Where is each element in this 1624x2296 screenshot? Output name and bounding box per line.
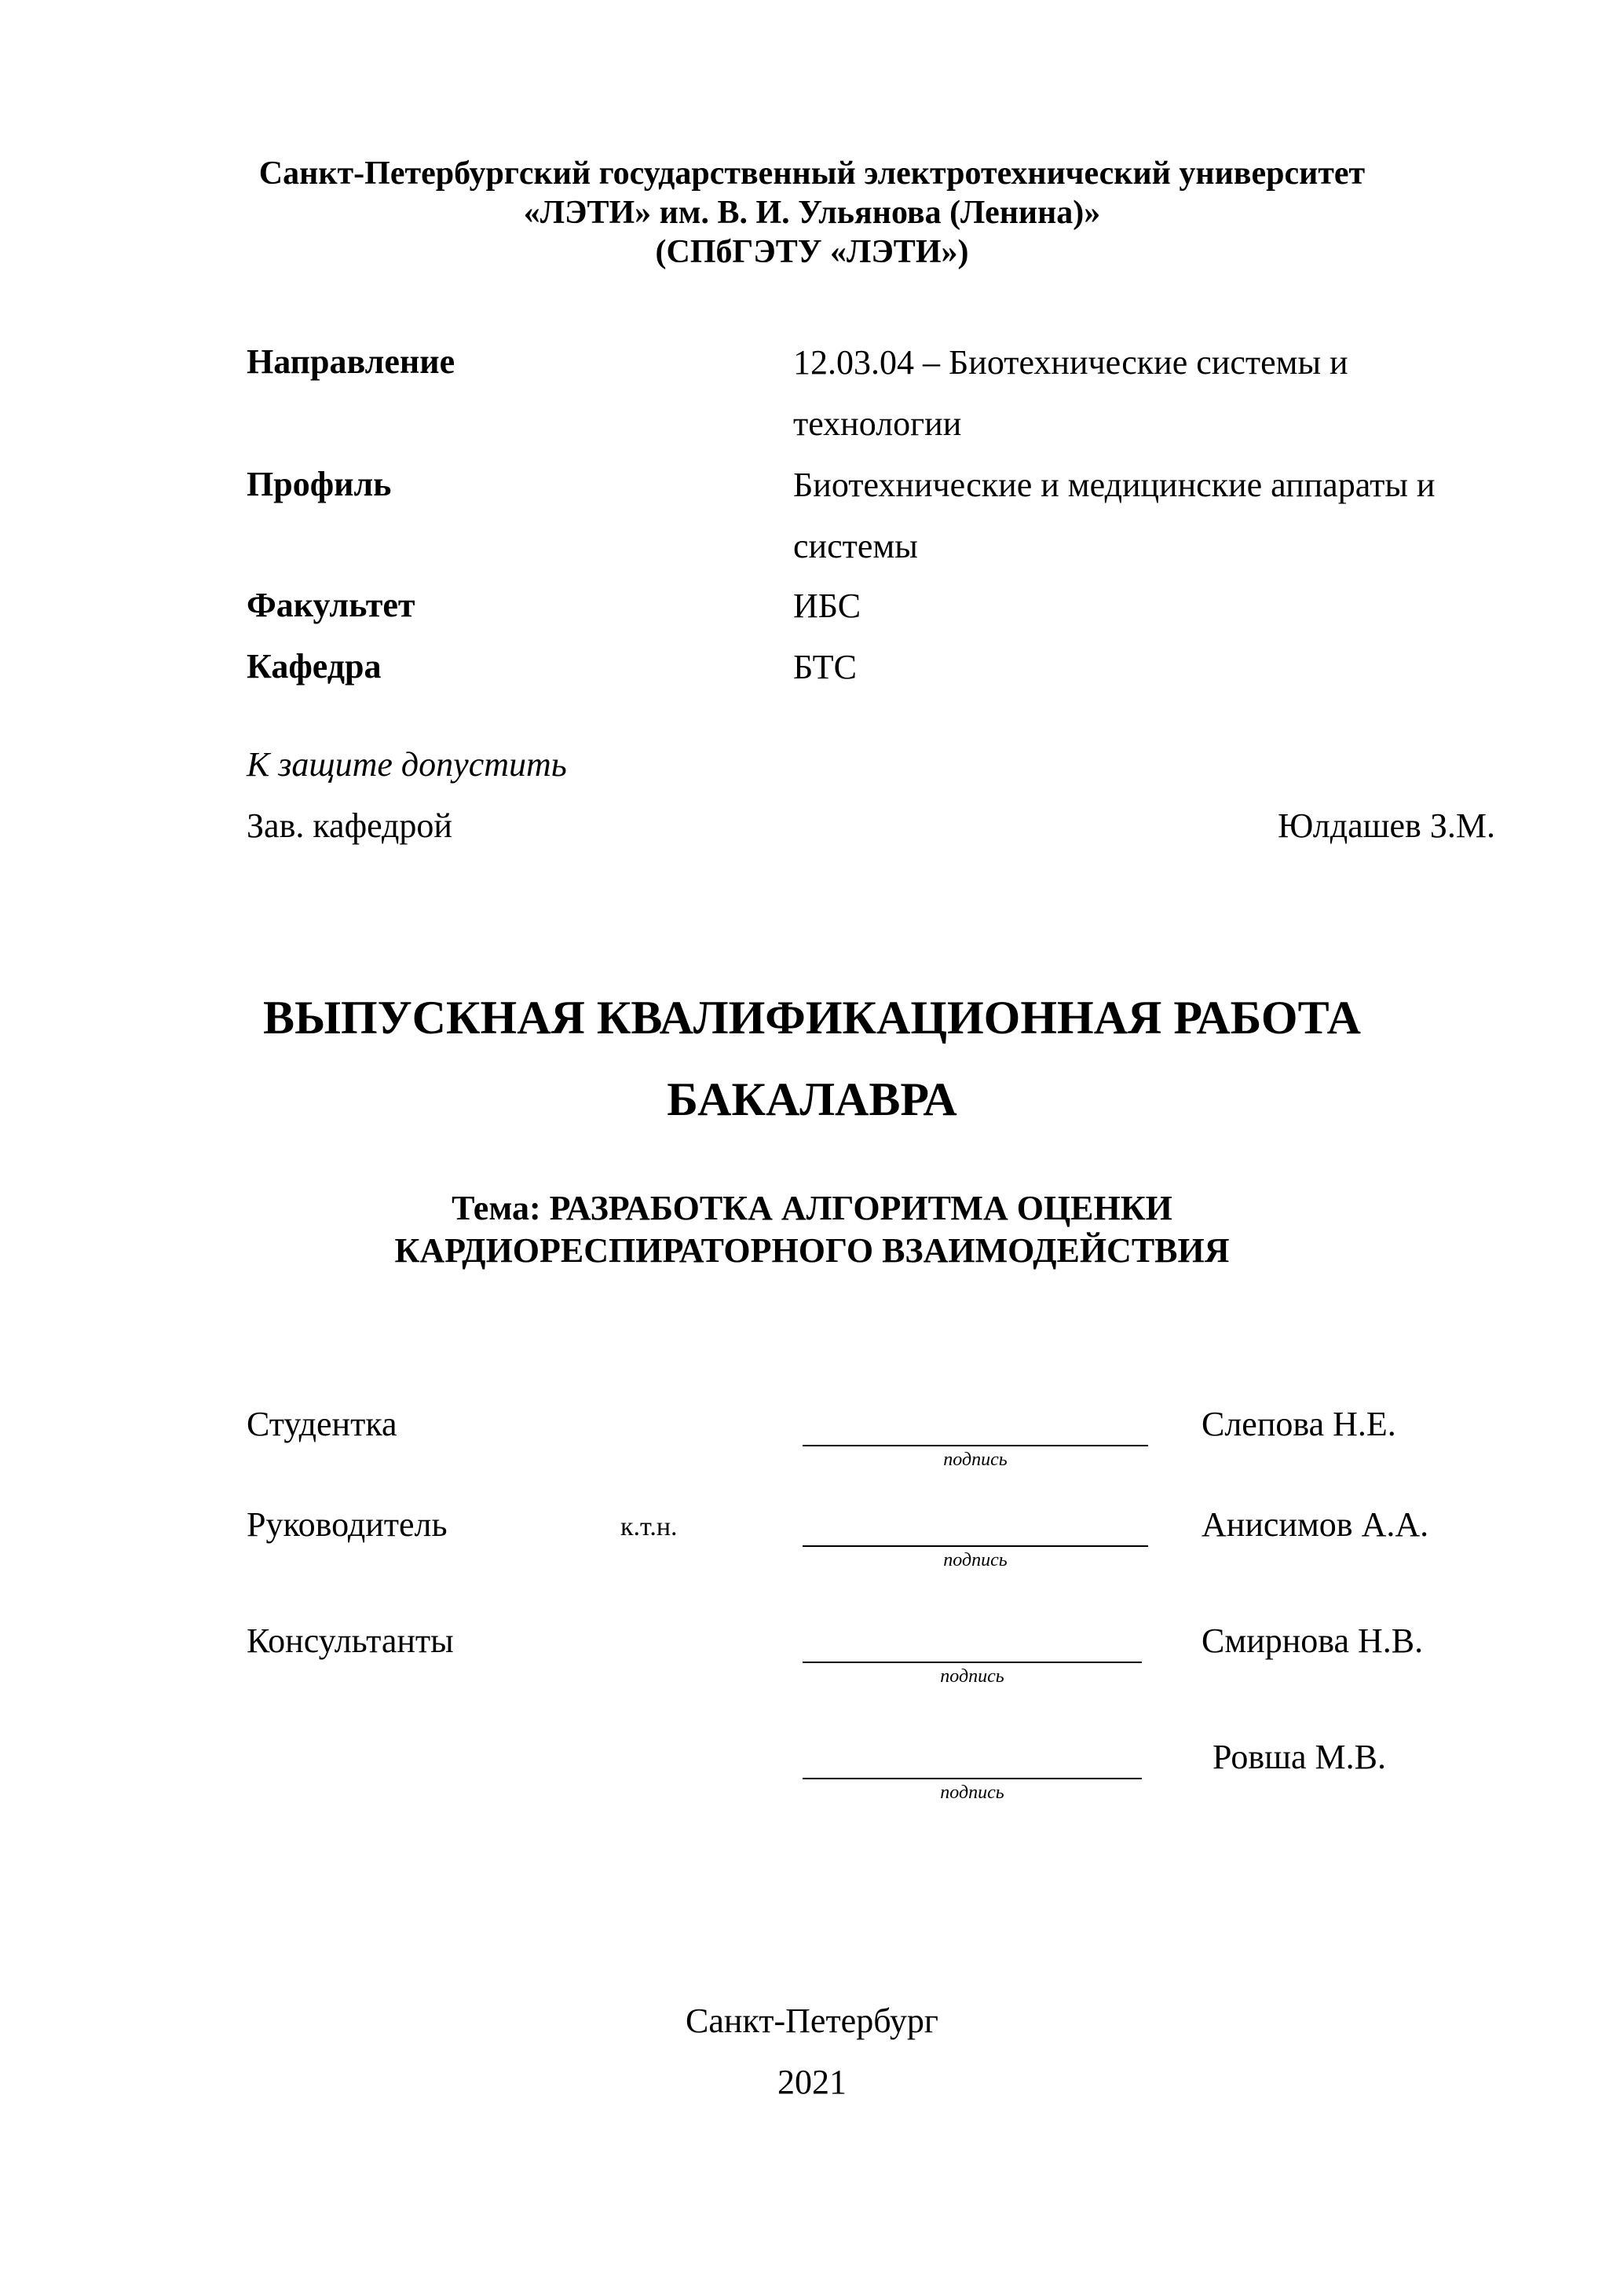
- footer-year: 2021: [777, 2063, 847, 2101]
- signature-caption: подпись: [940, 1666, 1004, 1687]
- signature-line: [803, 1445, 1148, 1446]
- thesis-topic-line1: Тема: РАЗРАБОТКА АЛГОРИТМА ОЦЕНКИ: [452, 1189, 1172, 1227]
- signature-role-consultants: Консультанты: [247, 1621, 454, 1660]
- info-value-faculty: ИБС: [793, 587, 861, 625]
- university-abbreviation: (СПбГЭТУ «ЛЭТИ»): [655, 234, 969, 270]
- admission-role: Зав. кафедрой: [247, 806, 452, 845]
- info-label-department: Кафедра: [247, 647, 382, 686]
- signature-caption: подпись: [943, 1450, 1008, 1470]
- signature-name-student: Слепова Н.Е.: [1202, 1405, 1396, 1443]
- info-label-faculty: Факультет: [247, 586, 415, 624]
- signature-name-consultant-2: Ровша М.В.: [1213, 1738, 1387, 1776]
- signature-name-supervisor: Анисимов А.А.: [1202, 1505, 1429, 1544]
- signature-caption: подпись: [943, 1550, 1008, 1570]
- supervisor-degree: к.т.н.: [620, 1512, 678, 1541]
- signature-caption: подпись: [940, 1782, 1004, 1803]
- admission-name: Юлдашев З.М.: [1278, 806, 1495, 845]
- info-label-profile: Профиль: [247, 465, 392, 503]
- signature-line: [803, 1545, 1148, 1547]
- signature-line: [803, 1662, 1142, 1663]
- document-title-line2: БАКАЛАВРА: [667, 1073, 957, 1125]
- info-label-direction: Направление: [247, 342, 455, 381]
- university-name: Санкт-Петербургский государственный электротехнический университет: [258, 155, 1366, 192]
- signature-role-student: Студентка: [247, 1405, 397, 1443]
- info-value-direction: 12.03.04 – Биотехнические системы и технологии: [793, 343, 1348, 443]
- university-header: [0, 154, 1624, 272]
- info-value-profile: Биотехнические и медицинские аппараты и системы: [793, 466, 1436, 565]
- signature-role-supervisor: Руководитель: [247, 1505, 448, 1544]
- signature-line: [803, 1778, 1142, 1779]
- info-value-department: БТС: [793, 648, 857, 686]
- thesis-topic-line2: КАРДИОРЕСПИРАТОРНОГО ВЗАИМОДЕЙСТВИЯ: [394, 1231, 1230, 1270]
- thesis-topic: [0, 1187, 1624, 1272]
- signature-name-consultant-1: Смирнова Н.В.: [1202, 1621, 1424, 1660]
- footer-city: Санкт-Петербург: [686, 2002, 938, 2040]
- document-title-line1: ВЫПУСКНАЯ КВАЛИФИКАЦИОННАЯ РАБОТА: [263, 992, 1361, 1044]
- university-name-line2: «ЛЭТИ» им. В. И. Ульянова (Ленина)»: [523, 195, 1101, 231]
- document-title: [0, 977, 1624, 1140]
- admission-note: К защите допустить: [247, 745, 567, 784]
